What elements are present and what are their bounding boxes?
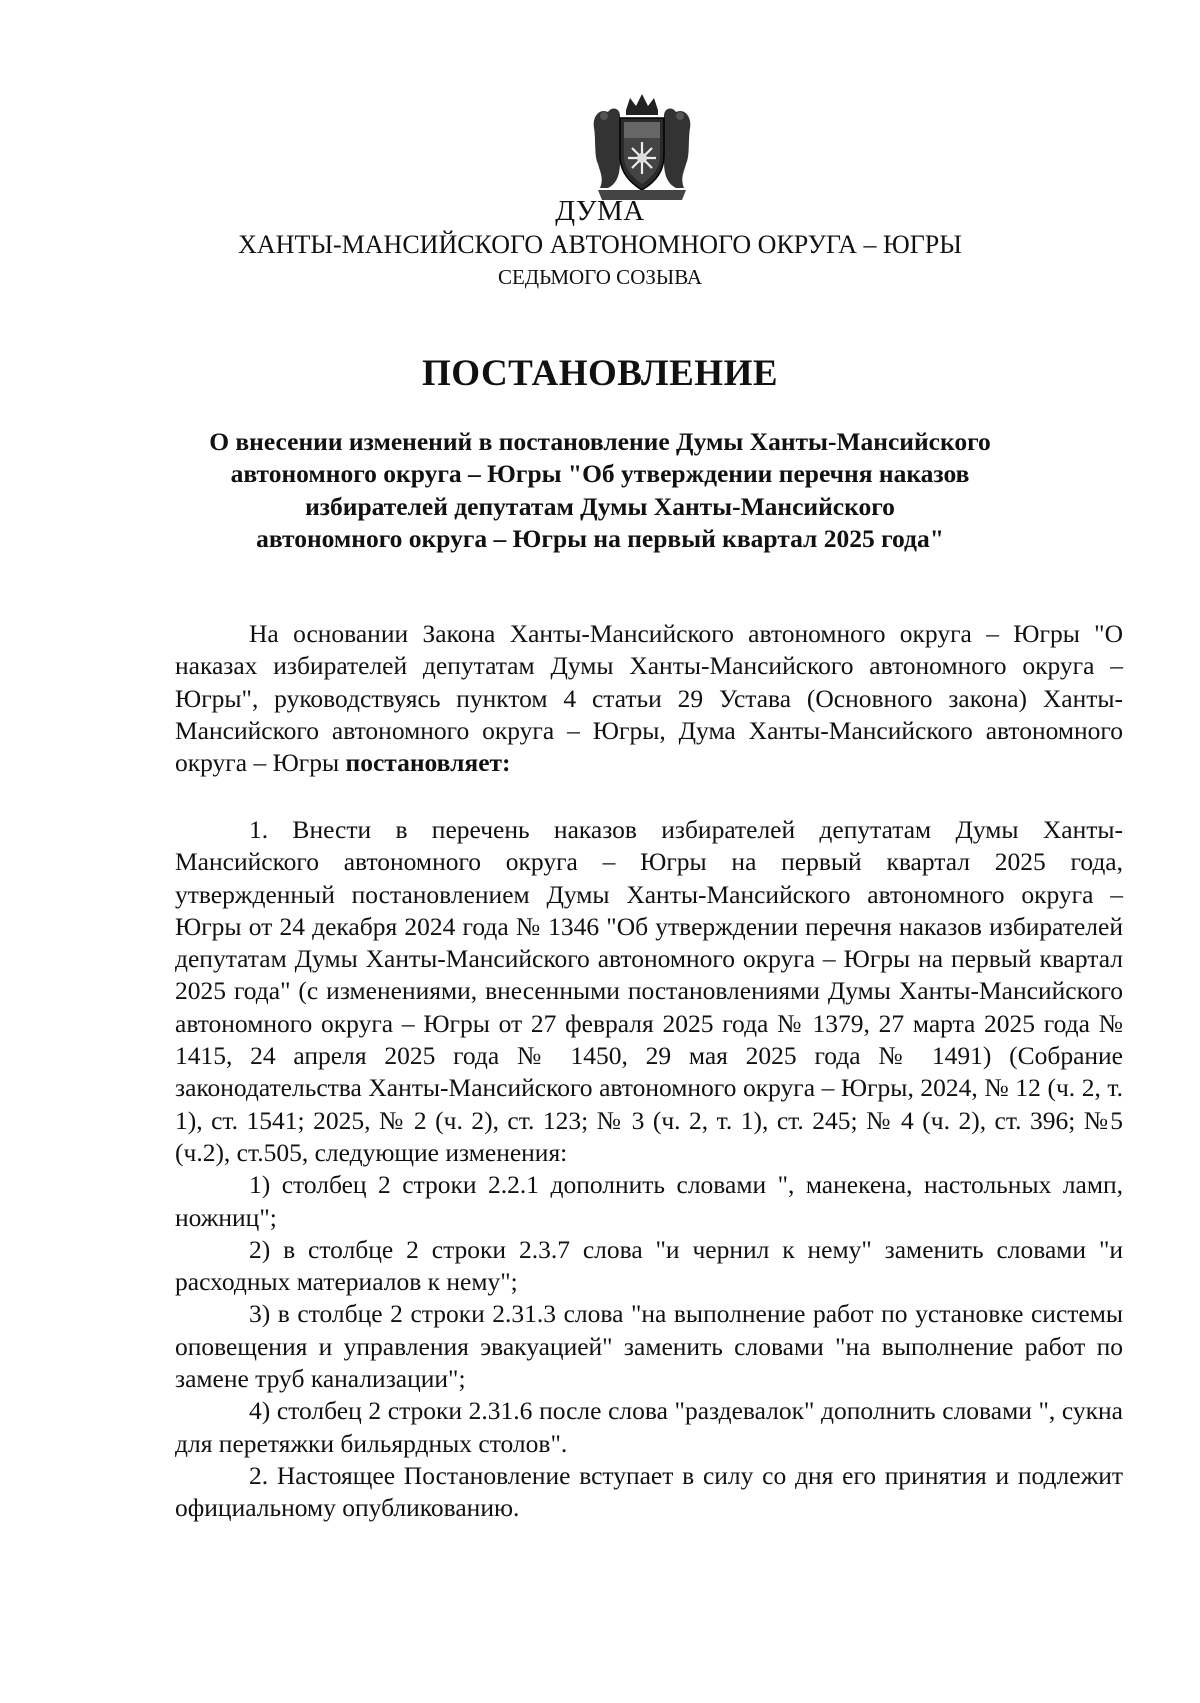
document-type: ПОСТАНОВЛЕНИЕ <box>421 353 779 394</box>
org-name: ДУМА <box>555 195 645 227</box>
item-paragraph: 1. Внести в перечень наказов избирателей депутатам Думы Ханты-Мансийского автономного округа – Югры на первый квартал 2025 года, утвержденный постановлением Думы Ханты-Мансийского автономного округа – Югры от 24 декабря 2024 года № 1346 "Об утверждении перечня наказов избирателей депутатам Думы Ханты-Мансийского автономного округа – Югры на первый квартал 2025 года" (с изменениями, внесенными постановлениями Думы Ханты-Мансийского автономного округа – Югры от 27 февраля 2025 года № 1379, 27 марта 2025 года № 1415, 24 апреля 2025 года № 1450, 29 мая 2025 года № 1491) (Собрание законодательства Ханты-Мансийского автономного округа – Югры, 2024, № 12 (ч. 2, т. 1), ст. 1541; 2025, № 2 (ч. 2), ст. 123; № 3 (ч. 2, т. 1), ст. 245; № 4 (ч. 2), ст. 396; №5 (ч.2), ст.505, следующие изменения: <box>175 815 1123 1167</box>
coat-of-arms-icon <box>590 92 694 202</box>
item-paragraph: 2. Настоящее Постановление вступает в силу со дня его принятия и подлежит официальному опубликованию. <box>175 1460 1123 1523</box>
convocation: СЕДЬМОГО СОЗЫВА <box>497 265 703 289</box>
preamble-paragraph <box>175 618 1123 779</box>
item-paragraph: 4) столбец 2 строки 2.31.6 после слова "раздевалок" дополнить словами ", сукна для перетяжки бильярдных столов". <box>175 1396 1123 1458</box>
resolution-items <box>175 814 1123 1525</box>
resolves-keyword: постановляет: <box>345 748 511 778</box>
org-full-name: ХАНТЫ-МАНСИЙСКОГО АВТОНОМНОГО ОКРУГА – ЮГРЫ <box>238 230 962 259</box>
item-paragraph: 1) столбец 2 строки 2.2.1 дополнить словами ", манекена, настольных ламп, ножниц"; <box>175 1170 1123 1232</box>
subject-line: автономного округа – Югры на первый квартал 2025 года" <box>256 523 944 553</box>
item-paragraph: 2) в столбце 2 строки 2.3.7 слова "и чернил к нему" заменить словами "и расходных материалов к нему"; <box>175 1234 1123 1297</box>
preamble-text: На основании Закона Ханты-Мансийского автономного округа – Югры "О наказах избирателей депутатам Думы Ханты-Мансийского автономного округа – Югры", руководствуясь пунктом 4 статьи 29 Устава (Основного закона) Ханты-Мансийского автономного округа – Югры, Дума Ханты-Мансийского автономного округа – Югры <box>175 619 1123 778</box>
preamble <box>175 618 1123 779</box>
subject-line: О внесении изменений в постановление Думы Ханты-Мансийского <box>209 427 991 456</box>
subject-line: избирателей депутатам Думы Ханты-Мансийского <box>305 491 895 521</box>
item-paragraph: 3) в столбце 2 строки 2.31.3 слова "на выполнение работ по установке системы оповещения и управления эвакуацией" заменить словами "на выполнение работ по замене труб канализации"; <box>175 1299 1123 1394</box>
document-subject <box>180 426 1020 555</box>
subject-line: автономного округа – Югры "Об утверждении перечня наказов <box>230 459 970 489</box>
